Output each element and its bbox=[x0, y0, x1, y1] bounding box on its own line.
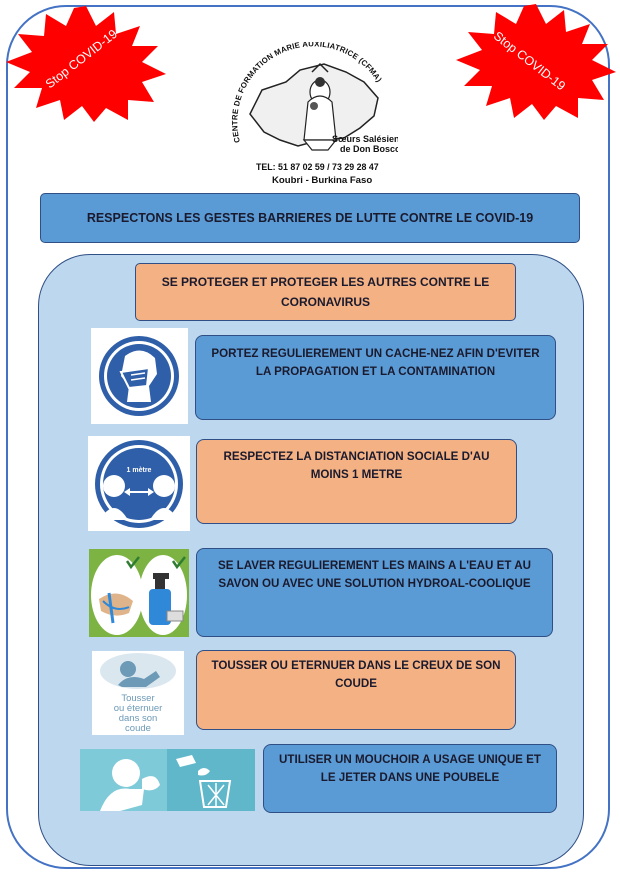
measure-cough-text: TOUSSER OU ETERNUER DANS LE CREUX DE SON COUDE bbox=[211, 659, 501, 690]
org-line1: Sœurs Salésien bbox=[332, 134, 398, 144]
measure-mask-box bbox=[195, 335, 556, 420]
stop-covid-label-right: Stop COVID-19 bbox=[490, 28, 568, 94]
logo-tel: TEL: 51 87 02 59 / 73 29 28 47 bbox=[256, 162, 379, 173]
measure-handwash-text: SE LAVER REGULIEREMENT LES MAINS A L'EAU ET AU SAVON OU AVEC UNE SOLUTION HYDROAL-COOLIQUE bbox=[217, 559, 531, 590]
logo-location: Koubri - Burkina Faso bbox=[272, 175, 373, 186]
cfma-logo bbox=[228, 42, 398, 190]
measure-mask-text: PORTEZ REGULIEREMENT UN CACHE-NEZ AFIN D'EVITER LA PROPAGATION ET LA CONTAMINATION bbox=[211, 347, 540, 378]
measure-tissue-box bbox=[263, 744, 557, 813]
cough-label-line2: ou éternuer bbox=[113, 703, 163, 714]
org-line2: de Don Bosco bbox=[340, 144, 398, 154]
tissue-bin-icon bbox=[80, 749, 255, 811]
stop-covid-label-left: Stop COVID-19 bbox=[42, 26, 120, 92]
measure-tissue-text: UTILISER UN MOUCHOIR A USAGE UNIQUE ET LE JETER DANS UNE POUBELE bbox=[279, 753, 541, 784]
mask-icon bbox=[91, 328, 188, 424]
cough-label-line3: dans son bbox=[118, 713, 158, 724]
distance-icon-label: 1 mètre bbox=[126, 467, 152, 474]
measure-distance-text: RESPECTEZ LA DISTANCIATION SOCIALE D'AU MOINS 1 METRE bbox=[223, 450, 490, 481]
measure-handwash-box bbox=[196, 548, 553, 637]
cough-elbow-icon bbox=[92, 651, 184, 735]
main-title-banner: RESPECTONS LES GESTES BARRIERES DE LUTTE CONTRE LE COVID-19 bbox=[40, 193, 580, 243]
distance-icon bbox=[88, 436, 190, 531]
subtitle-banner: SE PROTEGER ET PROTEGER LES AUTRES CONTRE LE CORONAVIRUS bbox=[135, 263, 516, 321]
cough-label-line1: Tousser bbox=[121, 693, 155, 704]
measure-cough-box bbox=[196, 650, 516, 730]
cough-label-line4: coude bbox=[125, 723, 151, 734]
measure-distance-box bbox=[196, 439, 517, 524]
logo-arc-text: CENTRE DE FORMATION MARIE AUXILIATRICE (CFMA) bbox=[230, 42, 384, 144]
handwash-icon bbox=[89, 549, 189, 637]
